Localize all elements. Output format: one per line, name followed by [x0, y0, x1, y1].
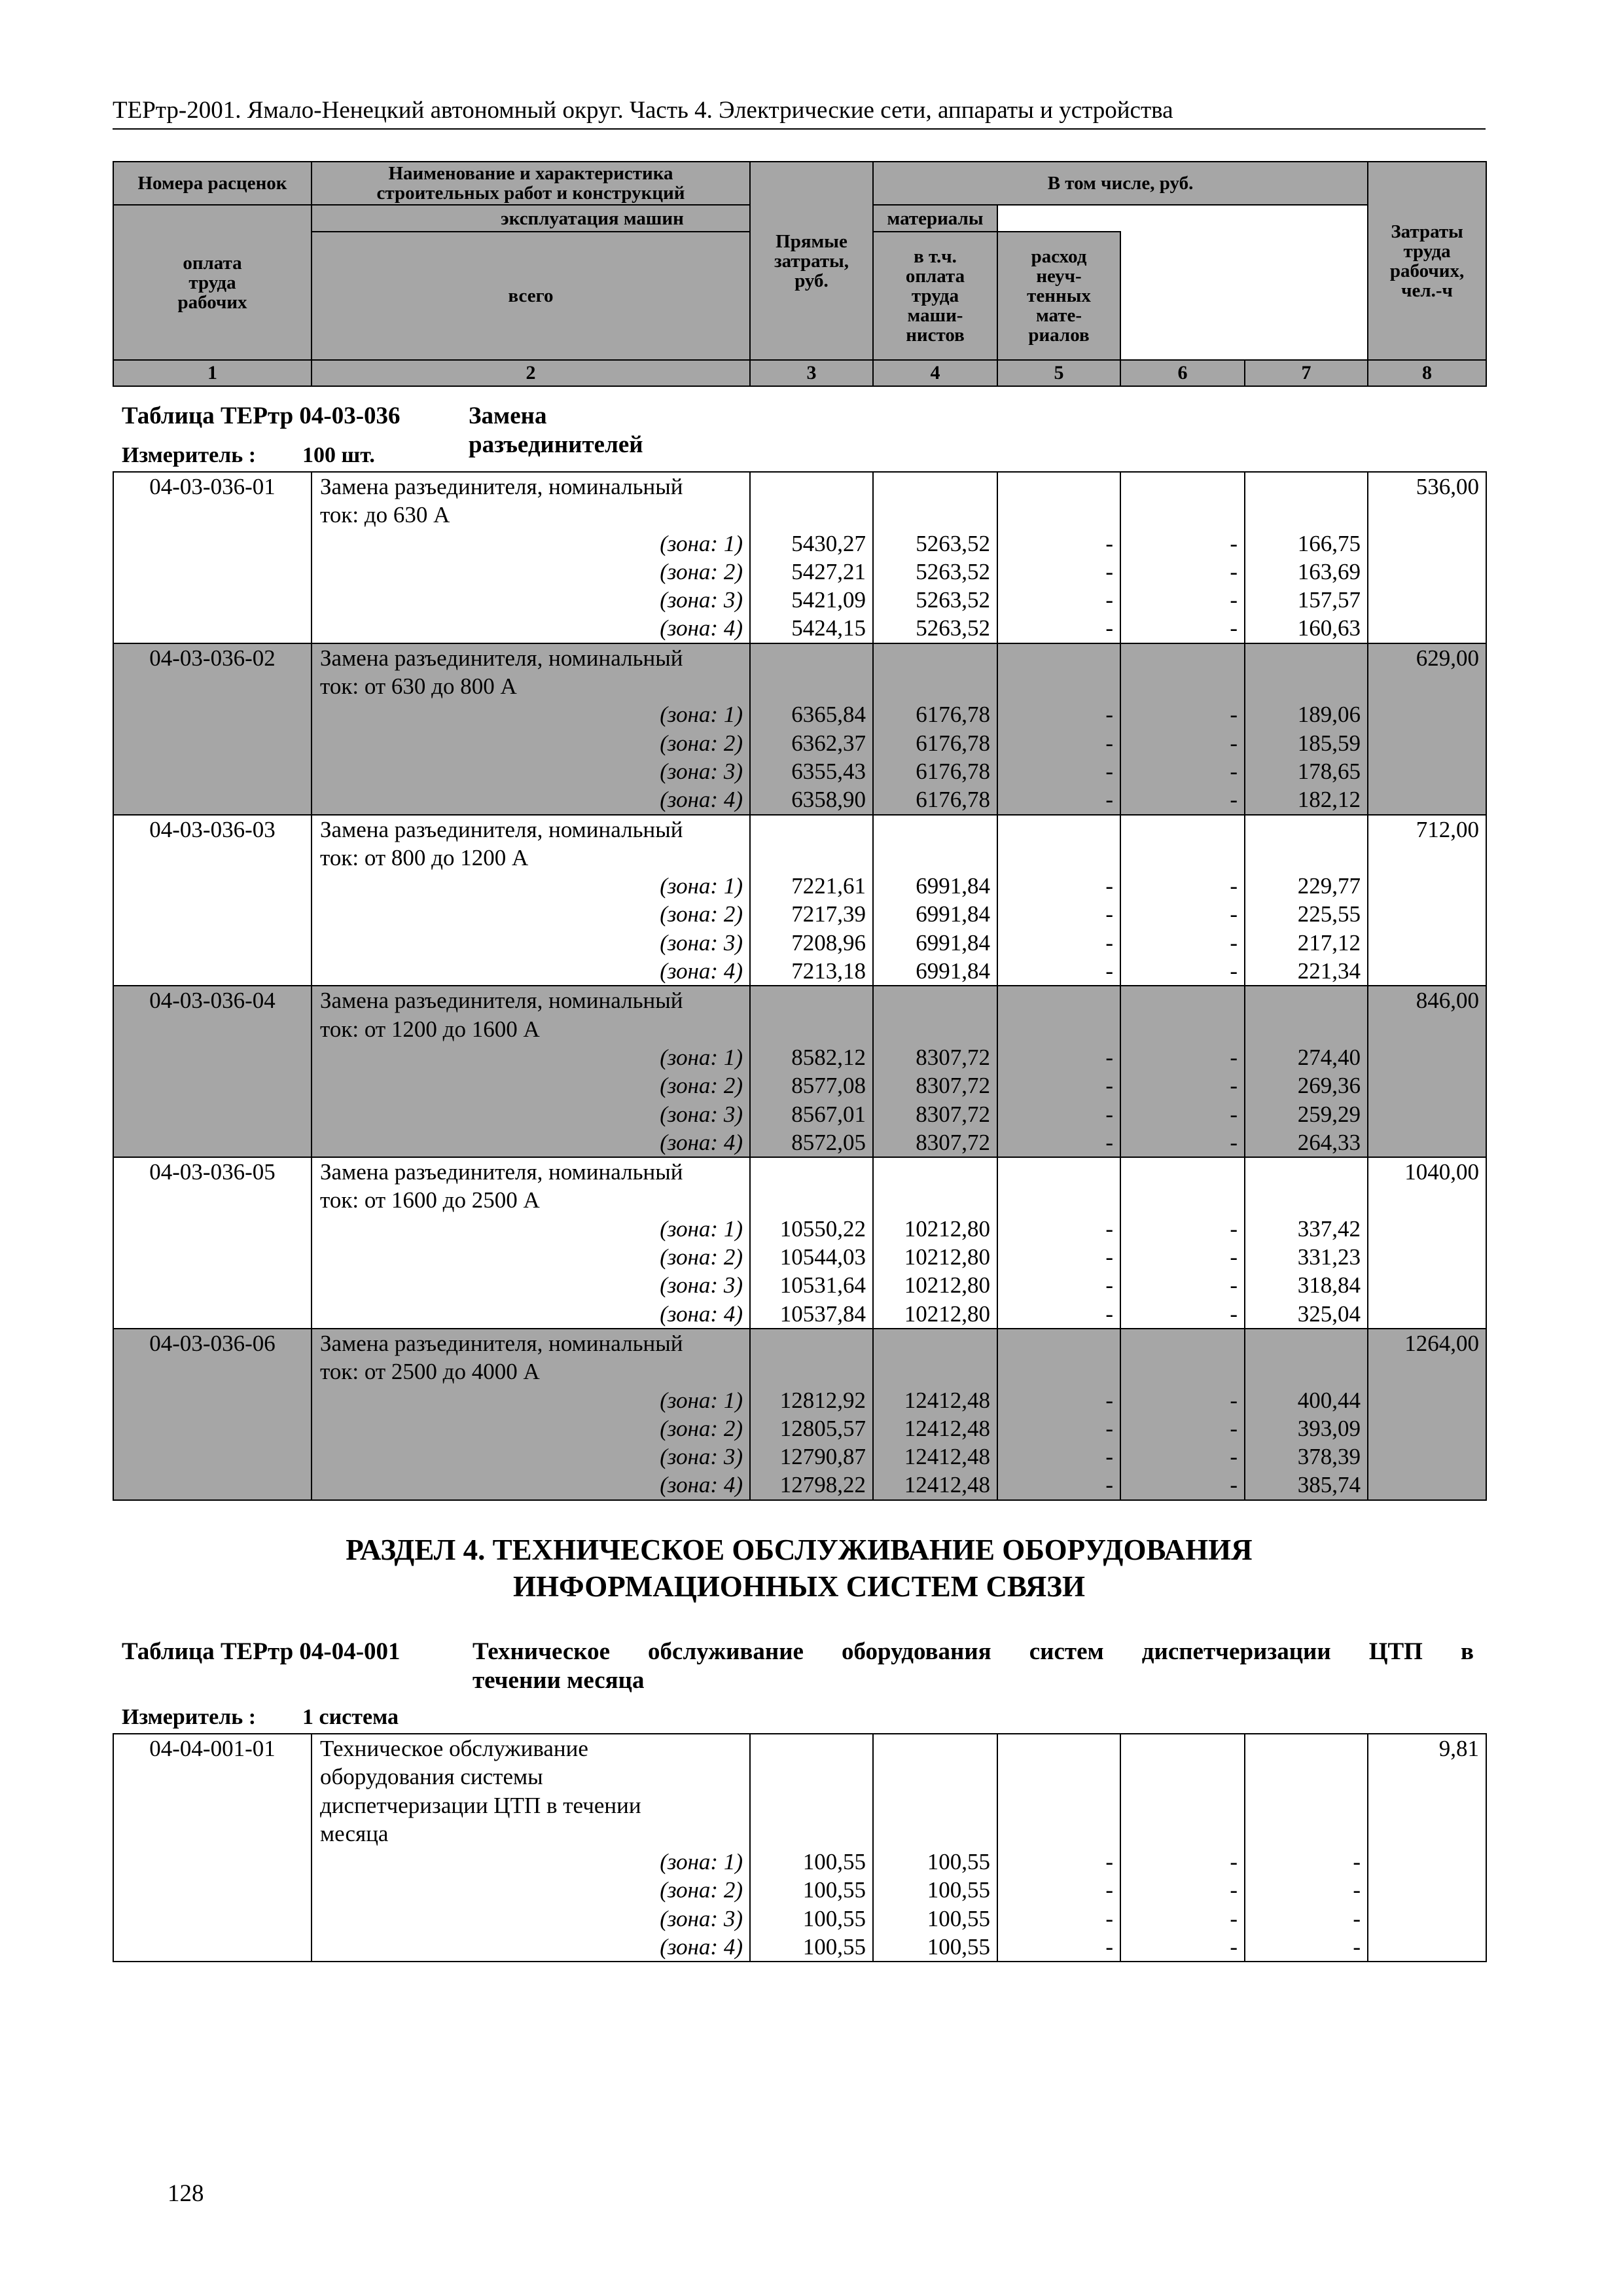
- zone-label: (зона: 1): [660, 873, 743, 899]
- cost-value: -: [1105, 1215, 1113, 1242]
- cost-value: -: [1230, 1415, 1238, 1441]
- cost-value: -: [1353, 1934, 1361, 1960]
- col-number: 1: [113, 360, 312, 386]
- cost-value: 6365,84: [791, 702, 866, 728]
- work-description: диспетчеризации ЦТП в течении: [320, 1792, 641, 1818]
- cost-value: 12412,48: [904, 1415, 990, 1441]
- cost-value: 185,59: [1297, 730, 1361, 756]
- cost-value: 8307,72: [916, 1044, 990, 1070]
- col5-header: всего: [312, 232, 750, 360]
- zone-label: (зона: 4): [660, 958, 743, 984]
- cost-value: 100,55: [927, 1877, 990, 1903]
- cost-value: -: [1230, 1444, 1238, 1470]
- cost-value: 100,55: [802, 1905, 866, 1931]
- cost-value: -: [1230, 1101, 1238, 1127]
- zone-label: (зона: 1): [660, 1849, 743, 1875]
- rate-code: 04-04-001-01: [149, 1736, 276, 1761]
- cost-value: -: [1230, 1934, 1238, 1960]
- labor-hours: 9,81: [1438, 1736, 1479, 1761]
- cost-value: -: [1105, 1849, 1113, 1875]
- zone-label: (зона: 2): [660, 730, 743, 756]
- col3-header: Прямые затраты, руб.: [750, 162, 873, 360]
- col-number: 8: [1368, 360, 1486, 386]
- cost-value: 5263,52: [916, 587, 990, 613]
- cost-value: -: [1353, 1877, 1361, 1903]
- cost-value: -: [1105, 615, 1113, 641]
- zone-label: (зона: 3): [660, 1272, 743, 1299]
- cost-value: -: [1105, 1300, 1113, 1327]
- cost-value: 6358,90: [791, 787, 866, 813]
- cost-value: 12412,48: [904, 1387, 990, 1413]
- zone-label: (зона: 2): [660, 1073, 743, 1099]
- cost-value: 10537,84: [779, 1300, 866, 1327]
- labor-hours: 1040,00: [1404, 1159, 1479, 1185]
- rate-code: 04-03-036-01: [149, 474, 276, 499]
- cost-value: 6991,84: [916, 873, 990, 899]
- cost-value: -: [1230, 1044, 1238, 1070]
- cost-value: 7217,39: [791, 901, 866, 927]
- section-title: РАЗДЕЛ 4. ТЕХНИЧЕСКОЕ ОБСЛУЖИВАНИЕ ОБОРУДОВАНИЯ ИНФОРМАЦИОННЫХ СИСТЕМ СВЯЗИ: [346, 1534, 1253, 1603]
- table2-title: Таблица ТЕРтр 04-04-001 Техническое обслуживание оборудования систем диспетчеризации ЦТП в течении месяца: [122, 1638, 1474, 1694]
- cost-value: -: [1230, 1129, 1238, 1155]
- cost-value: 12412,48: [904, 1472, 990, 1498]
- cost-value: 160,63: [1297, 615, 1361, 641]
- cost-value: 6176,78: [916, 730, 990, 756]
- col2-top-header: Наименование и характеристика строительных работ и конструкций: [312, 162, 750, 205]
- work-description: ток: от 1200 до 1600 А: [320, 1016, 540, 1042]
- cost-value: -: [1105, 1044, 1113, 1070]
- col4-header: оплата труда рабочих: [113, 205, 312, 360]
- cost-value: 337,42: [1297, 1215, 1361, 1242]
- zone-label: (зона: 2): [660, 901, 743, 927]
- zone-label: (зона: 2): [660, 1877, 743, 1903]
- cost-value: 10544,03: [779, 1244, 866, 1270]
- zone-label: (зона: 2): [660, 1244, 743, 1270]
- cost-value: 12790,87: [779, 1444, 866, 1470]
- cost-value: -: [1230, 873, 1238, 899]
- rate-code: 04-03-036-03: [149, 816, 276, 842]
- cost-value: 318,84: [1297, 1272, 1361, 1299]
- cost-value: 166,75: [1297, 530, 1361, 556]
- col1-top-header: Номера расценок: [113, 162, 312, 205]
- cost-value: -: [1230, 1905, 1238, 1931]
- table-row: [113, 1734, 1486, 1962]
- cost-value: 221,34: [1297, 958, 1361, 984]
- cost-value: 325,04: [1297, 1300, 1361, 1327]
- including-header: В том числе, руб.: [873, 162, 1368, 205]
- work-description: оборудования системы: [320, 1764, 543, 1790]
- cost-value: -: [1230, 901, 1238, 927]
- cost-value: 331,23: [1297, 1244, 1361, 1270]
- cost-value: 157,57: [1297, 587, 1361, 613]
- table1-title: Таблица ТЕРтр 04-03-036 Замена разъединителей: [122, 403, 643, 458]
- work-description: Замена разъединителя, номинальный: [320, 474, 683, 499]
- table-row: [113, 1329, 1486, 1500]
- col-number: 2: [312, 360, 750, 386]
- cost-value: 6362,37: [791, 730, 866, 756]
- cost-value: 8307,72: [916, 1073, 990, 1099]
- cost-value: 100,55: [927, 1849, 990, 1875]
- cost-value: 6991,84: [916, 958, 990, 984]
- table-row: [113, 986, 1486, 1157]
- cost-value: 5427,21: [791, 558, 866, 584]
- cost-value: 259,29: [1297, 1101, 1361, 1127]
- cost-value: -: [1105, 929, 1113, 956]
- cost-value: 6991,84: [916, 929, 990, 956]
- cost-value: 7213,18: [791, 958, 866, 984]
- cost-value: 5263,52: [916, 558, 990, 584]
- cost-value: -: [1230, 1215, 1238, 1242]
- cost-value: -: [1105, 901, 1113, 927]
- cost-value: -: [1105, 1472, 1113, 1498]
- rate-code: 04-03-036-06: [149, 1330, 276, 1356]
- col6-header: в т.ч. оплата труда маши- нистов: [873, 232, 997, 360]
- labor-hours: 1264,00: [1404, 1330, 1479, 1356]
- cost-value: -: [1105, 1444, 1113, 1470]
- cost-value: -: [1230, 929, 1238, 956]
- cost-value: -: [1105, 1272, 1113, 1299]
- cost-value: -: [1353, 1849, 1361, 1875]
- cost-value: 100,55: [927, 1905, 990, 1931]
- zone-label: (зона: 1): [660, 1044, 743, 1070]
- cost-value: -: [1230, 1300, 1238, 1327]
- cost-value: 385,74: [1297, 1472, 1361, 1498]
- cost-value: 10212,80: [904, 1215, 990, 1242]
- work-description: Техническое обслуживание: [320, 1736, 588, 1761]
- cost-value: 8572,05: [791, 1129, 866, 1155]
- cost-value: -: [1105, 787, 1113, 813]
- cost-value: 274,40: [1297, 1044, 1361, 1070]
- col7-header: расход неуч- тенных мате- риалов: [997, 232, 1120, 360]
- cost-value: 5263,52: [916, 615, 990, 641]
- cost-value: -: [1230, 1387, 1238, 1413]
- cost-value: 264,33: [1297, 1129, 1361, 1155]
- zone-label: (зона: 1): [660, 530, 743, 556]
- cost-value: -: [1230, 787, 1238, 813]
- col-number: 6: [1120, 360, 1245, 386]
- cost-value: 7221,61: [791, 873, 866, 899]
- zone-label: (зона: 4): [660, 1129, 743, 1155]
- cost-value: -: [1230, 702, 1238, 728]
- zone-label: (зона: 2): [660, 1415, 743, 1441]
- page-header: ТЕРтр-2001. Ямало-Ненецкий автономный округ. Часть 4. Электрические сети, аппараты и устройства: [113, 96, 1486, 130]
- col-number: 3: [750, 360, 873, 386]
- zone-label: (зона: 3): [660, 587, 743, 613]
- work-description: Замена разъединителя, номинальный: [320, 645, 683, 671]
- cost-value: 12812,92: [779, 1387, 866, 1413]
- cost-value: -: [1230, 1272, 1238, 1299]
- cost-value: 217,12: [1297, 929, 1361, 956]
- table-row: [113, 815, 1486, 986]
- cost-value: -: [1230, 958, 1238, 984]
- table2-measure: Измеритель : 1 система: [122, 1705, 399, 1729]
- cost-value: 5430,27: [791, 530, 866, 556]
- zone-label: (зона: 3): [660, 1444, 743, 1470]
- cost-value: 229,77: [1297, 873, 1361, 899]
- cost-value: -: [1230, 1472, 1238, 1498]
- cost-value: -: [1105, 1387, 1113, 1413]
- table-row: [113, 643, 1486, 815]
- zone-label: (зона: 4): [660, 1300, 743, 1327]
- col-number: 5: [997, 360, 1120, 386]
- cost-value: -: [1105, 1073, 1113, 1099]
- rate-code: 04-03-036-02: [149, 645, 276, 671]
- cost-value: 100,55: [927, 1934, 990, 1960]
- work-description: ток: от 1600 до 2500 А: [320, 1187, 540, 1213]
- cost-value: -: [1230, 1073, 1238, 1099]
- cost-value: 189,06: [1297, 702, 1361, 728]
- cost-value: -: [1105, 1101, 1113, 1127]
- work-description: Замена разъединителя, номинальный: [320, 1159, 683, 1185]
- cost-value: -: [1230, 1244, 1238, 1270]
- cost-value: -: [1105, 530, 1113, 556]
- labor-hours: 629,00: [1416, 645, 1479, 671]
- table1-measure: Измеритель : 100 шт.: [122, 443, 375, 467]
- cost-value: -: [1105, 1877, 1113, 1903]
- zone-label: (зона: 3): [660, 1101, 743, 1127]
- cost-value: -: [1105, 1129, 1113, 1155]
- cost-value: 12805,57: [779, 1415, 866, 1441]
- col8-header: Затраты труда рабочих, чел.-ч: [1368, 162, 1486, 360]
- zone-label: (зона: 4): [660, 1472, 743, 1498]
- cost-value: 100,55: [802, 1849, 866, 1875]
- cost-value: -: [1105, 1905, 1113, 1931]
- cost-value: 5421,09: [791, 587, 866, 613]
- cost-value: 178,65: [1297, 758, 1361, 784]
- cost-value: 100,55: [802, 1877, 866, 1903]
- materials-header: материалы: [873, 205, 997, 232]
- cost-value: -: [1105, 558, 1113, 584]
- cost-value: 163,69: [1297, 558, 1361, 584]
- cost-value: -: [1230, 530, 1238, 556]
- cost-value: 6176,78: [916, 787, 990, 813]
- work-description: Замена разъединителя, номинальный: [320, 1330, 683, 1356]
- cost-value: 10550,22: [779, 1215, 866, 1242]
- zone-label: (зона: 4): [660, 615, 743, 641]
- cost-value: -: [1105, 1934, 1113, 1960]
- cost-value: 182,12: [1297, 787, 1361, 813]
- cost-value: 378,39: [1297, 1444, 1361, 1470]
- zone-label: (зона: 4): [660, 1934, 743, 1960]
- cost-value: 10212,80: [904, 1272, 990, 1299]
- zone-label: (зона: 1): [660, 702, 743, 728]
- cost-value: -: [1105, 730, 1113, 756]
- zone-label: (зона: 3): [660, 929, 743, 956]
- work-description: Замена разъединителя, номинальный: [320, 988, 683, 1014]
- cost-value: 8577,08: [791, 1073, 866, 1099]
- page-number: 128: [168, 2180, 204, 2207]
- zone-label: (зона: 4): [660, 787, 743, 813]
- work-description: ток: до 630 А: [320, 502, 450, 528]
- cost-value: -: [1353, 1905, 1361, 1931]
- labor-hours: 712,00: [1416, 816, 1479, 842]
- cost-value: 5424,15: [791, 615, 866, 641]
- zone-label: (зона: 3): [660, 758, 743, 784]
- cost-value: 6991,84: [916, 901, 990, 927]
- cost-value: -: [1105, 873, 1113, 899]
- cost-value: 10212,80: [904, 1300, 990, 1327]
- cost-value: 8307,72: [916, 1129, 990, 1155]
- zone-label: (зона: 1): [660, 1215, 743, 1242]
- cost-value: 225,55: [1297, 901, 1361, 927]
- table1-body: [113, 471, 1487, 1501]
- col-number: 7: [1245, 360, 1368, 386]
- work-description: ток: от 630 до 800 А: [320, 673, 517, 700]
- cost-value: -: [1230, 1849, 1238, 1875]
- rate-code: 04-03-036-04: [149, 988, 276, 1014]
- work-description: ток: от 2500 до 4000 А: [320, 1359, 540, 1385]
- cost-value: 12798,22: [779, 1472, 866, 1498]
- zone-label: (зона: 3): [660, 1905, 743, 1931]
- work-description: месяца: [320, 1820, 389, 1846]
- cost-value: -: [1230, 730, 1238, 756]
- table2-body: [113, 1733, 1487, 1962]
- cost-value: -: [1230, 587, 1238, 613]
- cost-value: 8582,12: [791, 1044, 866, 1070]
- cost-value: 10212,80: [904, 1244, 990, 1270]
- cost-value: 12412,48: [904, 1444, 990, 1470]
- cost-value: 100,55: [802, 1934, 866, 1960]
- labor-hours: 536,00: [1416, 474, 1479, 499]
- cost-value: 6176,78: [916, 702, 990, 728]
- work-description: ток: от 800 до 1200 А: [320, 844, 529, 870]
- cost-value: 6176,78: [916, 758, 990, 784]
- cost-value: -: [1105, 958, 1113, 984]
- cost-value: -: [1230, 558, 1238, 584]
- labor-hours: 846,00: [1416, 988, 1479, 1014]
- col-number: 4: [873, 360, 997, 386]
- machines-header: эксплуатация машин: [312, 205, 873, 232]
- cost-value: 5263,52: [916, 530, 990, 556]
- table-row: [113, 472, 1486, 643]
- zone-label: (зона: 1): [660, 1387, 743, 1413]
- rate-code: 04-03-036-05: [149, 1159, 276, 1185]
- cost-value: -: [1105, 1244, 1113, 1270]
- cost-value: 6355,43: [791, 758, 866, 784]
- zone-label: (зона: 2): [660, 558, 743, 584]
- cost-value: 269,36: [1297, 1073, 1361, 1099]
- cost-value: 8567,01: [791, 1101, 866, 1127]
- cost-value: 8307,72: [916, 1101, 990, 1127]
- cost-value: -: [1105, 758, 1113, 784]
- cost-value: 393,09: [1297, 1415, 1361, 1441]
- work-description: Замена разъединителя, номинальный: [320, 816, 683, 842]
- cost-value: -: [1105, 702, 1113, 728]
- cost-value: -: [1105, 587, 1113, 613]
- cost-value: 400,44: [1297, 1387, 1361, 1413]
- cost-value: -: [1230, 1877, 1238, 1903]
- cost-value: -: [1230, 615, 1238, 641]
- column-header-table: [113, 161, 1487, 387]
- cost-value: 7208,96: [791, 929, 866, 956]
- cost-value: -: [1105, 1415, 1113, 1441]
- cost-value: -: [1230, 758, 1238, 784]
- table-row: [113, 1157, 1486, 1329]
- cost-value: 10531,64: [779, 1272, 866, 1299]
